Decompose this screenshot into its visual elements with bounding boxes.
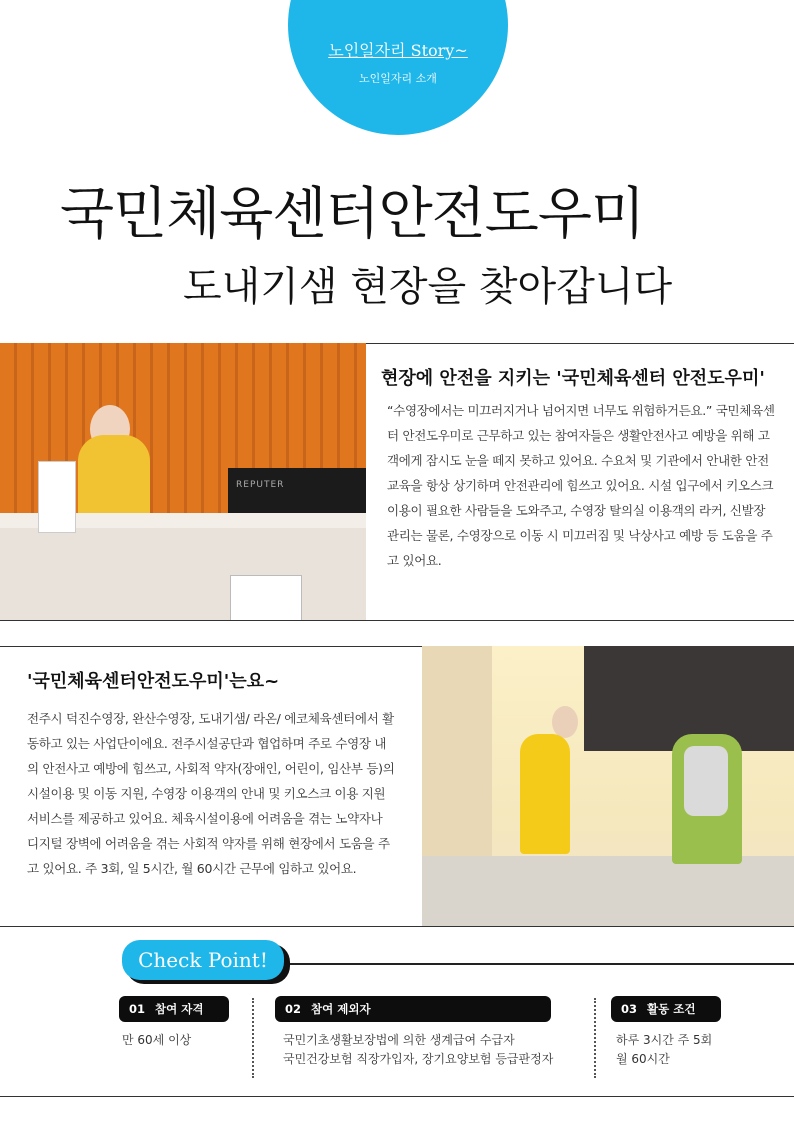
photo-backpack bbox=[684, 746, 728, 816]
photo-helper-vest bbox=[520, 734, 570, 854]
photo-pool-lobby bbox=[422, 646, 794, 926]
section1-heading: 현장에 안전을 지키는 '국민체육센터 안전도우미' bbox=[381, 368, 765, 389]
section1-body: “수영장에서는 미끄러지거나 넘어지면 너무도 위험하거든요.” 국민체육센터 안전도우미로 근무하고 있는 참여자들은 생활안전사고 예방을 위해 고객에게 잠시도 눈을 떼지 못하고 있어요. 수요처 및 기관에서 안내한 안전교육을 항상 상기하며 안전관리에 힘쓰고 있어요. 시설 입구에서 키오스크 이용이 필요한 사람들을 도와주고, 수영장 탈의실 이용객의 라커, 신발장 관리는 물론, 수영장으로 이동 시 미끄러짐 및 낙상사고 예방 등 도움을 주고 있어요. bbox=[387, 403, 775, 568]
checkpoint-line-text: 만 60세 이상 bbox=[122, 1033, 192, 1047]
pill-label: 참여 자격 bbox=[155, 1002, 204, 1016]
dotted-separator bbox=[594, 998, 596, 1078]
checkpoint-text-3 bbox=[616, 1031, 712, 1069]
checkpoint-line-text: 월 60시간 bbox=[616, 1052, 670, 1066]
photo-monitor-label: REPUTER bbox=[236, 480, 285, 490]
checkpoint-pill-1 bbox=[119, 996, 229, 1022]
series-title: 노인일자리 Story~ bbox=[328, 41, 468, 60]
checkpoint-badge: Check Point! bbox=[122, 940, 284, 980]
photo-helper-head bbox=[552, 706, 578, 738]
checkpoint-text-2 bbox=[283, 1031, 553, 1069]
series-subtitle: 노인일자리 소개 bbox=[359, 72, 437, 85]
pill-number: 01 bbox=[129, 1002, 146, 1016]
pill-number: 03 bbox=[621, 1002, 638, 1016]
checkpoint-pill-3 bbox=[611, 996, 721, 1022]
checkpoint-line-text: 하루 3시간 주 5회 bbox=[616, 1033, 713, 1047]
pill-label: 참여 제외자 bbox=[311, 1002, 371, 1016]
divider bbox=[0, 620, 794, 621]
checkpoint-text-1 bbox=[122, 1031, 191, 1050]
photo-sign bbox=[38, 461, 76, 533]
photo-front-desk bbox=[0, 343, 366, 620]
photo-desk bbox=[0, 528, 366, 620]
photo-floor bbox=[422, 856, 794, 926]
pill-label: 활동 조건 bbox=[647, 1002, 696, 1016]
checkpoint-line-text: 국민건강보험 직장가입자, 장기요양보험 등급판정자 bbox=[283, 1052, 554, 1066]
section2-body: 전주시 덕진수영장, 완산수영장, 도내기샘/ 라온/ 에코체육센터에서 활동하고 있는 사업단이에요. 전주시설공단과 협업하며 주로 수영장 내의 안전사고 예방에 힘쓰고, 사회적 약자(장애인, 어린이, 임산부 등)의 시설이용 및 이동 지원, 수영장 이용객의 안내 및 키오스크 이용 지원 서비스를 제공하고 있어요. 체육시설이용에 어려움을 겪는 노약자나 디지털 장벽에 어려움을 겪는 사회적 약자를 위해 현장에서 도움을 주고 있어요. 주 3회, 일 5시간, 월 60시간 근무에 임하고 있어요. bbox=[27, 711, 395, 876]
checkpoint-line bbox=[285, 963, 794, 965]
header-circle bbox=[288, 0, 508, 135]
checkpoint-line-text: 국민기초생활보장법에 의한 생계급여 수급자 bbox=[283, 1033, 515, 1047]
page-subtitle: 도내기샘 현장을 찾아갑니다 bbox=[183, 264, 673, 310]
page-title: 국민체육센터안전도우미 bbox=[60, 182, 645, 247]
divider bbox=[0, 926, 794, 927]
photo-paper bbox=[230, 575, 302, 620]
dotted-separator bbox=[252, 998, 254, 1078]
pill-number: 02 bbox=[285, 1002, 302, 1016]
section2-heading: '국민체육센터안전도우미'는요~ bbox=[27, 671, 280, 692]
divider bbox=[0, 1096, 794, 1097]
checkpoint-pill-2 bbox=[275, 996, 551, 1022]
